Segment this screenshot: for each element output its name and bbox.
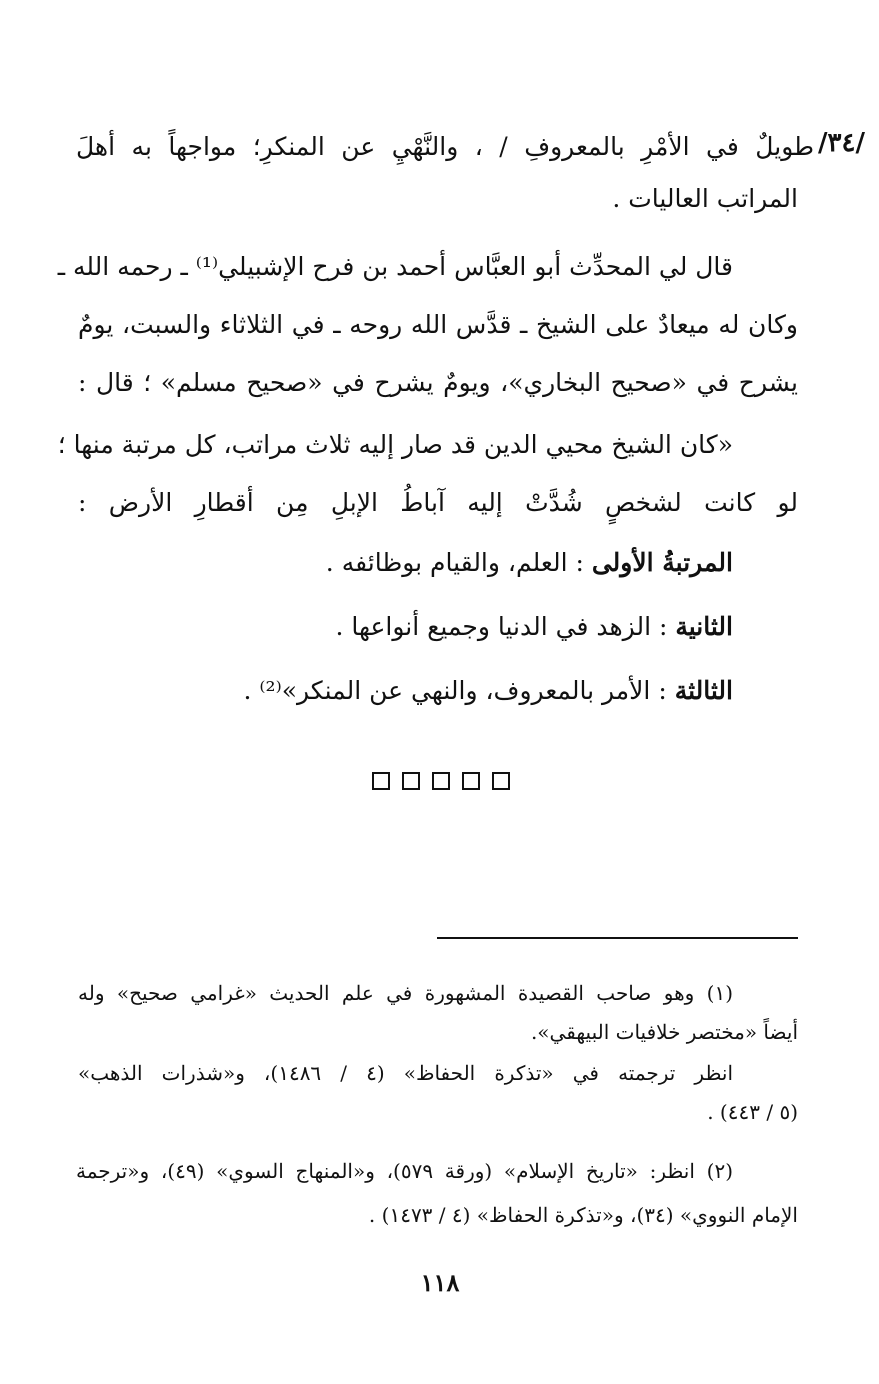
body-line-7: لو كانت لشخصٍ شُدَّتْ إليه آباطُ الإبلِ مِن أقطارِ الأرض : bbox=[78, 488, 798, 517]
footnote-2-line-2: الإمام النووي» (٣٤)، و«تذكرة الحفاظ» (٤ / ١٤٧٣) . bbox=[368, 1203, 798, 1227]
footnote-separator bbox=[437, 937, 798, 939]
margin-page-marker: /٣٤/ bbox=[818, 128, 865, 158]
ornament-square-icon bbox=[492, 772, 510, 790]
rank-item-3-text: : الأمر بالمعروف، والنهي عن المنكر»⁽²⁾ . bbox=[243, 676, 667, 705]
body-line-4: وكان له ميعادٌ على الشيخ ـ قدَّس الله روحه ـ في الثلاثاء والسبت، يومٌ bbox=[78, 310, 798, 339]
rank-item-2 bbox=[200, 610, 733, 644]
ornament-square-icon bbox=[432, 772, 450, 790]
page-number: ١١٨ bbox=[420, 1268, 460, 1297]
footnote-2-line-1: (٢) انظر: «تاريخ الإسلام» (ورقة ٥٧٩)، و«المنهاج السوي» (٤٩)، و«ترجمة bbox=[76, 1159, 733, 1183]
body-line-5: يشرح في «صحيح البخاري»، ويومٌ يشرح في «صحيح مسلم» ؛ قال : bbox=[78, 368, 798, 397]
rank-item-2-label: الثانية bbox=[675, 612, 733, 641]
rank-item-1-text: : العلم، والقيام بوظائفه . bbox=[325, 548, 584, 577]
body-line-3: قال لي المحدِّث أبو العبَّاس أحمد بن فرح الإشبيلي⁽¹⁾ ـ رحمه الله ـ bbox=[57, 252, 733, 281]
rank-item-2-text: : الزهد في الدنيا وجميع أنواعها . bbox=[335, 612, 668, 641]
rank-item-1-label: المرتبةُ الأولى bbox=[591, 548, 733, 577]
body-line-6: «كان الشيخ محيي الدين قد صار إليه ثلاث مراتب، كل مرتبة منها ؛ bbox=[57, 430, 733, 459]
footnote-1-line-4: (٥ / ٤٤٣) . bbox=[707, 1100, 798, 1124]
rank-item-3-label: الثالثة bbox=[674, 676, 733, 705]
section-end-ornament bbox=[372, 772, 510, 790]
ornament-square-icon bbox=[462, 772, 480, 790]
footnote-1-line-2: أيضاً «مختصر خلافيات البيهقي». bbox=[530, 1020, 798, 1044]
rank-item-3 bbox=[200, 674, 733, 708]
footnote-1-line-3: انظر ترجمته في «تذكرة الحفاظ» (٤ / ١٤٨٦)، و«شذرات الذهب» bbox=[78, 1061, 733, 1085]
footnote-1-line-1: (١) وهو صاحب القصيدة المشهورة في علم الحديث «غرامي صحيح» وله bbox=[78, 981, 733, 1005]
body-line-1: طويلٌ في الأمْرِ بالمعروفِ / ، والنَّهْيِ عن المنكرِ؛ مواجهاً به أهلَ bbox=[76, 132, 814, 161]
rank-item-1 bbox=[200, 546, 733, 580]
ornament-square-icon bbox=[372, 772, 390, 790]
body-line-2: المراتب العاليات . bbox=[612, 184, 798, 213]
ornament-square-icon bbox=[402, 772, 420, 790]
